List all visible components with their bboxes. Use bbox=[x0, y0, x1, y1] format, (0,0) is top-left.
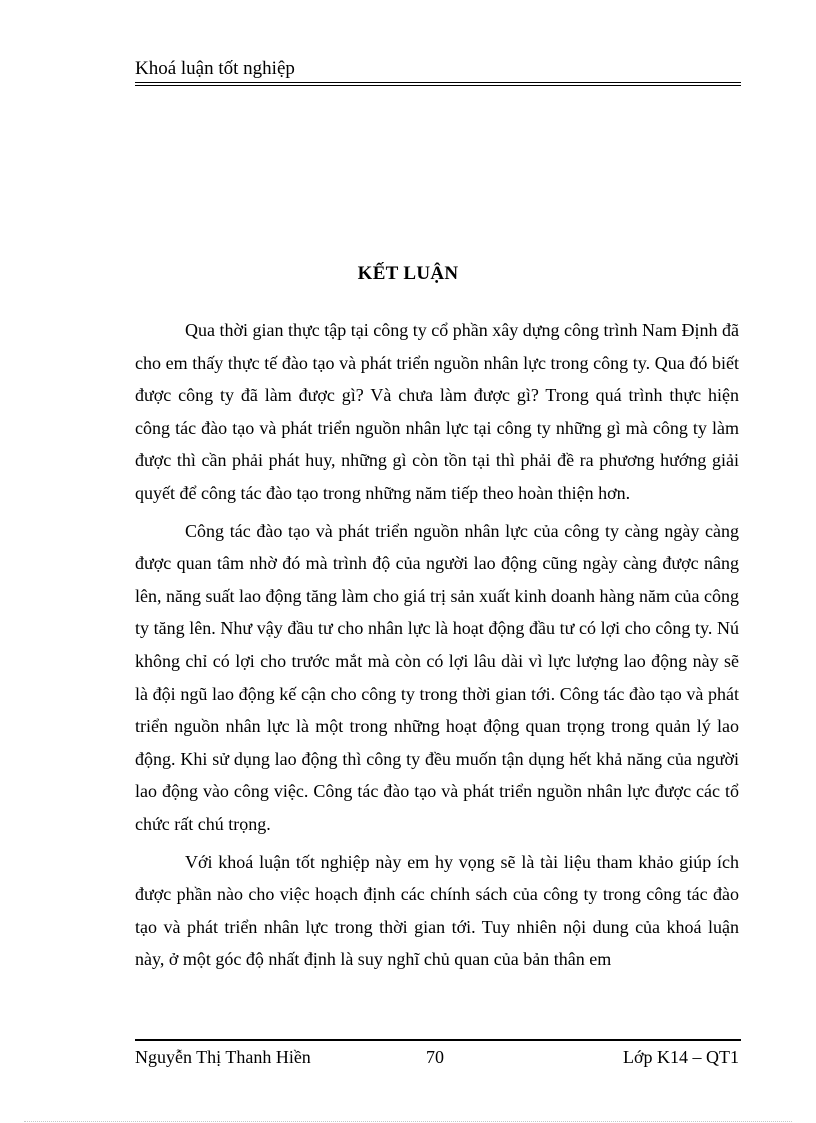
paragraph-1: Qua thời gian thực tập tại công ty cổ phần xây dựng công trình Nam Định đã cho em thấy thực tế đào tạo và phát triển nguồn nhân lực trong công ty. Qua đó biết được công ty đã làm được gì? Và chưa làm được gì? Trong quá trình thực hiện công tác đào tạo và phát triển nguồn nhân lực tại công ty những gì mà công ty làm được thì cần phải phát huy, những gì còn tồn tại thì phải đề ra phương hướng giải quyết để công tác đào tạo trong những năm tiếp theo hoàn thiện hơn. bbox=[135, 320, 739, 503]
page-header bbox=[135, 58, 741, 86]
section-title: KẾT LUẬN bbox=[357, 263, 459, 284]
body-text bbox=[135, 314, 739, 981]
header-title: Khoá luận tốt nghiệp bbox=[135, 58, 295, 79]
footer-author: Nguyễn Thị Thanh Hiền bbox=[135, 1047, 311, 1067]
page-number: 70 bbox=[426, 1047, 444, 1067]
footer-row bbox=[135, 1045, 741, 1069]
paragraph-2: Công tác đào tạo và phát triển nguồn nhân lực của công ty càng ngày càng được quan tâm nhờ đó mà trình độ của người lao động cũng ngày càng được nâng lên, năng suất lao động tăng làm cho giá trị sản xuất kinh doanh hàng năm của công ty tăng lên. Như vậy đầu tư cho nhân lực là hoạt động đầu tư có lợi cho công ty. Nú không chỉ có lợi cho trước mắt mà còn có lợi lâu dài vì lực lượng lao động này sẽ là đội ngũ lao động kế cận cho công ty trong thời gian tới. Công tác đào tạo và phát triển nguồn nhân lực là một trong những hoạt động quan trọng trong quản lý lao động. Khi sử dụng lao động thì công ty đều muốn tận dụng hết khả năng của người lao động vào công việc. Công tác đào tạo và phát triển nguồn nhân lực được các tổ chức rất chú trọng. bbox=[135, 520, 739, 834]
footer-class: Lớp K14 – QT1 bbox=[622, 1047, 739, 1067]
footer-rule bbox=[135, 1039, 741, 1041]
page-edge-divider bbox=[24, 1121, 792, 1122]
page-footer bbox=[135, 1039, 741, 1069]
paragraph-3: Với khoá luận tốt nghiệp này em hy vọng sẽ là tài liệu tham khảo giúp ích được phần nào cho việc hoạch định các chính sách của công ty trong công tác đào tạo và phát triển nhân lực trong thời gian tới. Tuy nhiên nội dung của khoá luận này, ở một góc độ nhất định là suy nghĩ chủ quan của bản thân em bbox=[135, 851, 739, 970]
header-rule bbox=[135, 82, 741, 86]
